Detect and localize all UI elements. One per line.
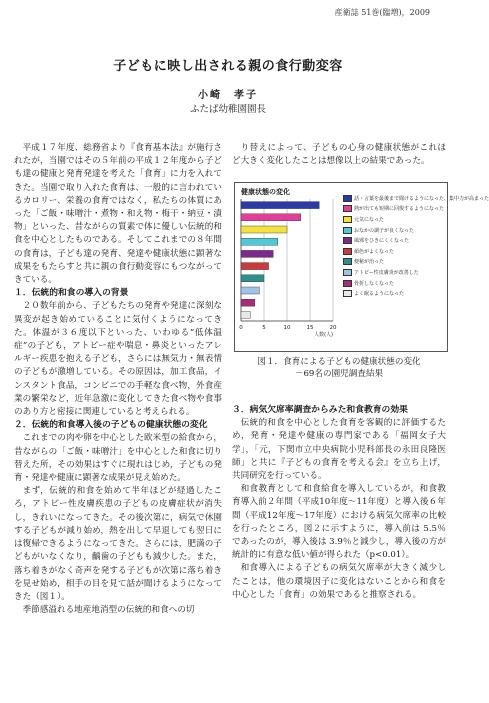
legend-item — [343, 288, 443, 299]
chart-title: 健康状態の変化 — [241, 188, 290, 196]
paragraph: 平成１７年度、総務省より『食育基本法』が施行されたが，当園ではその５年前の平成１２年度から子ども達の健康と発育発達を考えた「食育」に力を入れてきた。当園で取り入れた食育は、一般的に言われているカロリー、栄養の食育ではなく，私たちの体質にあった「ご飯・味噌汁・煮物・和え物・梅干・納豆・漬物」といった、昔ながらの質素で体に優しい伝統的和食を中心としたものである。そしてこれまでの８年間の食育は，子ども達の発育、発達や健康状態に顕著な成果をもたらすと共に親の食行動変容にもつながってきている。 — [14, 143, 222, 286]
chart-bar — [241, 238, 278, 245]
chart-bar — [241, 202, 319, 209]
section-heading: １．伝統的和食の導入の背景 — [14, 288, 129, 299]
chart-bar — [241, 311, 250, 318]
legend-item — [343, 257, 443, 268]
paragraph: 和食教育として和食給食を導入しているが，和食教育導入前２年間（平成10年度～11年度）と導入後６年間（平成12年度～17年度）における病気欠席率の比較を行ったところ，図２に示すように，導入前は 5.5％であったのが，導入後は 3.9％と減少し，導入後の方が統計的に有意な低い値が得られた（p<0.01）。 — [232, 484, 446, 561]
right-column-body — [232, 404, 446, 602]
chart-bar — [241, 299, 255, 306]
paragraph: 和食導入による子どもの病気欠席率が大きく減少したことは，他の環境因子に変化はないことから和食を中心とした「食育」の効果であると推察される。 — [232, 563, 446, 600]
legend-item — [343, 193, 489, 204]
chart-tick-label: 15 — [306, 325, 314, 331]
paragraph: り替えによって、子どもの心身の健康状態がこれほど大きく変化したことは想像以上の結果であった。 — [232, 143, 446, 167]
legend-swatch — [343, 227, 352, 234]
legend-swatch — [343, 280, 352, 287]
chart-tick-label: 0 — [239, 325, 243, 331]
legend-swatch — [343, 248, 352, 255]
legend-label: 元気になった — [354, 216, 385, 223]
health-change-chart — [234, 182, 489, 352]
chart-tick-label: 10 — [283, 325, 291, 331]
legend-item — [343, 225, 443, 236]
right-column-top — [232, 142, 446, 168]
legend-label: アトピー性皮膚炎が改善した — [354, 269, 419, 276]
legend-label: 骨折しなくなった — [354, 280, 395, 287]
paragraph: まず，伝統的和食を始めて半年ほどが経過したころ，アトピー性皮膚疾患の子どもの皮膚症状が消失し，きれいになってきた。その後次第に，病気で休園する子どもが減り始め，熱を出して早退しても翌日には復帰できるようになってきた。さらには，肥満の子どもがいなくなり，齲歯の子どもも減少した。また，落ち着きがなく奇声を発する子どもが次第に落ち着きを見せ始め，相手の目を見て話が聞けるようになってきた（図１）。 — [14, 486, 222, 602]
legend-label: 顔色がよくなった — [354, 248, 395, 255]
legend-item — [343, 214, 443, 225]
caption-line: 図１．食育による子どもの健康状態の変化 — [257, 357, 421, 367]
section-heading: ２．伝統的和食導入後の子どもの健康状態の変化 — [14, 420, 208, 431]
paragraph: 季節感溢れる地産地消型の伝統的和食への切 — [22, 605, 195, 616]
chart-legend — [343, 193, 489, 299]
author-affiliation: ふたば幼稚園園長 — [189, 104, 266, 115]
legend-swatch — [343, 237, 352, 244]
chart-bar — [241, 287, 259, 294]
chart-bar — [241, 275, 264, 282]
chart-bar — [241, 250, 273, 257]
chart-tick-label: 5 — [262, 325, 266, 331]
legend-item — [343, 235, 443, 246]
legend-item — [343, 278, 443, 289]
legend-swatch — [343, 269, 352, 276]
legend-item — [343, 246, 443, 257]
legend-swatch — [343, 195, 352, 202]
legend-item — [343, 204, 443, 215]
legend-swatch — [343, 216, 352, 223]
figure-caption — [232, 356, 446, 380]
legend-swatch — [343, 258, 352, 265]
paragraph: ２０数年前から、子どもたちの発育や発達に深刻な異変が起き始めていることに気付くようになってきた。体温が３６度以下といった、いわゆる“低体温症”の子ども，アトピー症や喘息・鼻炎といったアレルギー疾患を抱える子ども，さらには無気力・無表情の子どもが激増している。その原因は，加工食品，インスタント食品，コンビニでの手軽な食べ物，外食産業の繁栄など，近年急激に変化してきた食べ物や食事のあり方と密接に関連していると考えられる。 — [14, 301, 222, 418]
paragraph: 伝統的和食を中心とした食育を客観的に評価するため，発育・発達や健康の専門家である「福岡女子大学」，「元，下関市立中央病院小児科部長の永田良隆医師」と共に『子どもの食育を考える会』を立ち上げ，共同研究を行っている。 — [232, 418, 446, 482]
section-heading: ３．病気欠席率調査からみた和食教育の効果 — [232, 405, 408, 415]
author-name: 小崎 孝子 — [198, 90, 258, 101]
caption-subline: －69名の園児調査結果 — [294, 369, 384, 379]
legend-label: 話・言葉を最後まで聞けるようになった、集中力が高まった — [354, 195, 489, 202]
chart-plot — [235, 183, 340, 349]
legend-item — [343, 267, 443, 278]
journal-header: 産衛誌 51巻(臨増)，2009 — [334, 8, 430, 17]
legend-swatch — [343, 290, 352, 297]
chart-x-axis-label: 人数(人) — [314, 332, 333, 338]
paragraph: これまでの肉や卵を中心とした欧米型の給食から，昔ながらの「ご飯・味噌汁」を中心とした和食に切り替えた所，その効果はすぐに現れはじめ，子どもの発育・発達や健康に顕著な成果が見え始めた。 — [14, 433, 222, 484]
chart-bar — [241, 214, 301, 221]
chart-bar — [241, 226, 287, 233]
article-title: 子どもに映し出される親の食行動変容 — [113, 59, 343, 74]
legend-swatch — [343, 205, 352, 212]
legend-label: 熱が出ても短期に回復するようになった — [354, 206, 445, 213]
left-column — [14, 142, 222, 617]
legend-label: 便秘が治った — [354, 259, 385, 266]
legend-label: 風邪をひきにくくなった — [354, 238, 410, 245]
legend-label: よく眠るようになった — [354, 291, 405, 298]
legend-label: おなかの調子が良くなった — [354, 227, 415, 234]
chart-tick-label: 20 — [329, 325, 337, 331]
chart-bar — [241, 263, 269, 270]
